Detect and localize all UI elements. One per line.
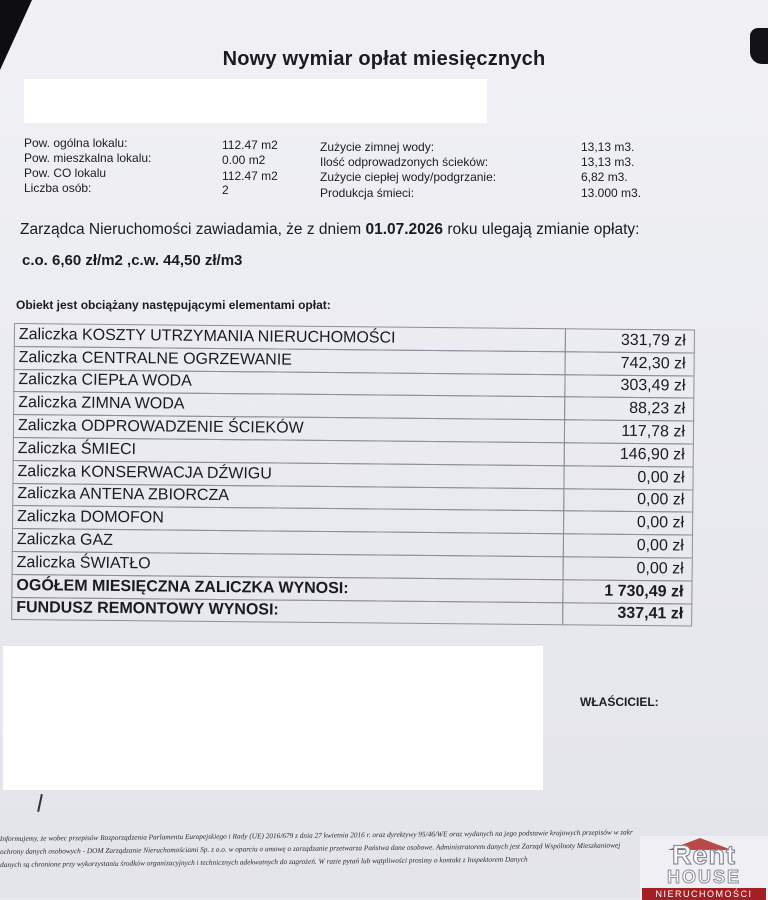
stat-value: 2 bbox=[222, 183, 229, 197]
stat-value: 112.47 m2 bbox=[222, 169, 278, 183]
fee-amount: 0,00 zł bbox=[563, 556, 693, 581]
repair-fund-label: FUNDUSZ REMONTOWY WYNOSI: bbox=[11, 597, 563, 626]
rates-line: c.o. 6,60 zł/m2 ,c.w. 44,50 zł/m3 bbox=[22, 252, 243, 269]
redacted-address-block bbox=[24, 79, 487, 123]
fee-label: Zaliczka ODPROWADZENIE ŚCIEKÓW bbox=[13, 414, 565, 443]
stat-label: Pow. mieszkalna lokalu: bbox=[24, 151, 152, 165]
logo-text-top: Rent bbox=[672, 840, 736, 870]
stat-label: Produkcja śmieci: bbox=[320, 186, 415, 200]
stat-value: 13,13 m3. bbox=[581, 140, 635, 154]
stat-value: 13.000 m3. bbox=[581, 186, 642, 200]
fees-intro: Obiekt jest obciążany następującymi elementami opłat: bbox=[16, 298, 331, 312]
change-notice bbox=[20, 221, 639, 239]
rent-house-logo bbox=[640, 836, 768, 898]
fee-amount: 742,30 zł bbox=[565, 351, 695, 376]
fee-label: Zaliczka ŚWIATŁO bbox=[12, 551, 564, 580]
fee-label: Zaliczka DOMOFON bbox=[12, 505, 564, 534]
stat-value: 0.00 m2 bbox=[222, 153, 266, 167]
logo-text-middle: HOUSE bbox=[666, 867, 741, 887]
stat-label: Zużycie zimnej wody: bbox=[320, 140, 435, 154]
stat-value: 6,82 m3. bbox=[581, 170, 628, 184]
fee-label: Zaliczka ŚMIECI bbox=[13, 437, 565, 466]
stat-label: Pow. CO lokalu bbox=[24, 166, 107, 180]
fee-amount: 0,00 zł bbox=[563, 488, 693, 513]
fee-label: Zaliczka CENTRALNE OGRZEWANIE bbox=[14, 346, 566, 375]
fee-amount: 88,23 zł bbox=[564, 397, 694, 422]
fee-label: Zaliczka CIEPŁA WODA bbox=[13, 369, 565, 398]
repair-fund-amount: 337,41 zł bbox=[562, 602, 692, 627]
fee-label: Zaliczka ANTENA ZBIORCZA bbox=[12, 483, 564, 512]
logo-text-bottom: NIERUCHOMOŚCI bbox=[642, 888, 766, 900]
notice-suffix: roku ulegają zmianie opłaty: bbox=[443, 221, 640, 238]
document-title: Nowy wymiar opłat miesięcznych bbox=[222, 48, 546, 70]
fee-label: Zaliczka KOSZTY UTRZYMANIA NIERUCHOMOŚCI bbox=[14, 323, 566, 352]
stat-label: Liczba osób: bbox=[24, 181, 92, 195]
pen-mark bbox=[37, 794, 43, 812]
stat-value: 112.47 m2 bbox=[222, 138, 278, 152]
fee-label: Zaliczka GAZ bbox=[12, 528, 564, 557]
fee-label: Zaliczka ZIMNA WODA bbox=[13, 391, 565, 420]
total-amount: 1 730,49 zł bbox=[562, 579, 692, 604]
fee-label: Zaliczka KONSERWACJA DŹWIGU bbox=[12, 460, 564, 489]
fee-amount: 117,78 zł bbox=[564, 419, 694, 444]
stat-label: Zużycie ciepłej wody/podgrzanie: bbox=[320, 170, 497, 184]
notice-date: 01.07.2026 bbox=[365, 221, 444, 238]
notice-prefix: Zarządca Nieruchomości zawiadamia, że z dniem bbox=[20, 221, 366, 238]
redacted-signature-block bbox=[3, 646, 543, 790]
stat-label: Pow. ogólna lokalu: bbox=[24, 136, 128, 150]
fee-amount: 0,00 zł bbox=[563, 533, 693, 558]
owner-label: WŁAŚCICIEL: bbox=[580, 695, 659, 709]
fee-amount: 331,79 zł bbox=[565, 328, 695, 353]
fee-amount: 303,49 zł bbox=[564, 374, 694, 399]
fees-table bbox=[11, 323, 694, 626]
stat-label: Ilość odprowadzonych ścieków: bbox=[320, 155, 489, 169]
total-label: OGÓŁEM MIESIĘCZNA ZALICZKA WYNOSI: bbox=[11, 574, 563, 603]
fee-amount: 0,00 zł bbox=[563, 511, 693, 536]
fee-amount: 146,90 zł bbox=[564, 442, 694, 467]
footer-line: Informujemy, że wobec przepisów Rozporządzenia Parlamentu Europejskiego i Rady (UE) 2016/679 z dnia 27 kwietnia 2016 r. oraz dyrektywy 95/46/WE oraz wydanych na jego podstawie krajowych przepisów w zakr bbox=[0, 827, 633, 844]
fee-amount: 0,00 zł bbox=[563, 465, 693, 490]
stat-value: 13,13 m3. bbox=[581, 155, 635, 169]
footer-line: danych są chronione przy wykorzystaniu środków organizacyjnych i technicznych adekwatnych do zagrożeń. W razie pytań lub wątpliwości prosimy o kontakt z Inspektorem Danych bbox=[0, 854, 528, 870]
footer-line: ochrony danych osobowych - DOM Zarządzanie Nieruchomościami Sp. z o.o. w oparciu o umowę o zarządzanie przetwarza Państwa dane osobowe. Administratorem danych jest Zarząd Wspólnoty Mieszkaniowej bbox=[0, 840, 621, 857]
